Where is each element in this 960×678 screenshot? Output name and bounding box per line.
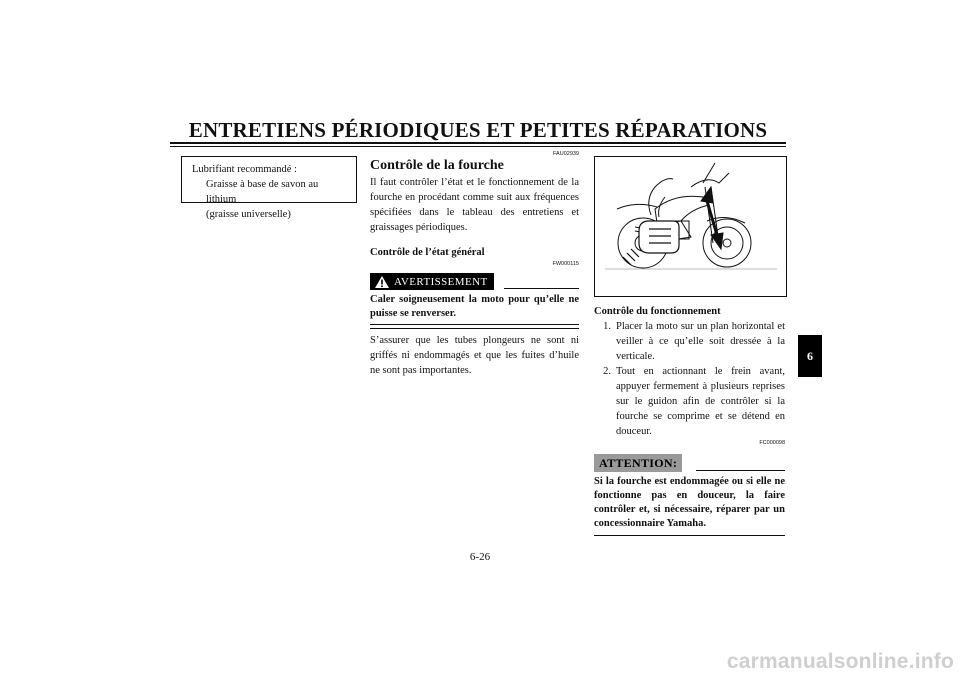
warning-badge [370,273,494,290]
list-item [594,319,785,364]
warning-label: AVERTISSEMENT [394,276,488,288]
caution-header [594,450,785,472]
lubricant-box [181,156,357,220]
caution-text: Si la fourche est endommagée ou si elle ne fonctionne pas en douceur, la faire contrôler et, si nécessaire, réparer par un concessionnaire Yamaha. [594,475,785,536]
operation-steps [594,319,785,439]
lubricant-line-1: Graisse à base de savon au lithium [206,179,319,205]
fork-check-illustration [594,156,787,297]
page-number: 6-26 [469,551,491,563]
section-code: FAU02939 [553,151,579,157]
middle-column [370,150,579,378]
lubricant-label: Lubrifiant recommandé : [192,164,297,175]
right-column [594,150,785,536]
warning-end-rule [370,328,579,329]
page-header-title: ENTRETIENS PÉRIODIQUES ET PETITES RÉPARATIONS [188,118,768,142]
header-rule-thick [170,142,786,144]
lubricant-line-2: (graisse universelle) [206,209,291,220]
general-check-text: S’assurer que les tubes plongeurs ne sont ni griffés ni endommagés et que les fuites d’huile ne sont pas importantes. [370,335,579,376]
warning-code: FW000115 [552,261,579,267]
operation-heading: Contrôle du fonctionnement [594,306,721,317]
warning-triangle-icon [374,275,390,289]
warning-text: Caler soigneusement la moto pour qu’elle ne puisse se renverser. [370,293,579,325]
general-check-heading: Contrôle de l’état général [370,247,485,258]
chapter-tab: 6 [798,335,822,377]
caution-code: FC000098 [759,440,785,446]
section-intro: Il faut contrôler l’état et le fonctionnement de la fourche en procédant comme suit aux fréquences spécifiées dans le tableau des entretiens et graissages périodiques. [370,177,579,233]
caution-rule [696,470,785,471]
step-number: 1. [603,321,611,332]
left-column [181,156,357,220]
step-number: 2. [603,366,611,377]
warning-rule [504,288,579,289]
list-item [594,364,785,439]
header-rule-thin [170,146,786,147]
warning-header [370,270,579,290]
step-text: Placer la moto sur un plan horizontal et veiller à ce qu’elle soit dressée à la verticale. [616,321,785,362]
section-title: Contrôle de la fourche [370,158,504,173]
motorcycle-fork-icon [595,157,786,296]
caution-badge: ATTENTION: [594,454,682,472]
step-text: Tout en actionnant le frein avant, appuyer fermement à plusieurs reprises sur le guidon afin de contrôler si la fourche se comprime et se détend en douceur. [616,366,785,437]
watermark: carmanualsonline.info [726,650,954,673]
